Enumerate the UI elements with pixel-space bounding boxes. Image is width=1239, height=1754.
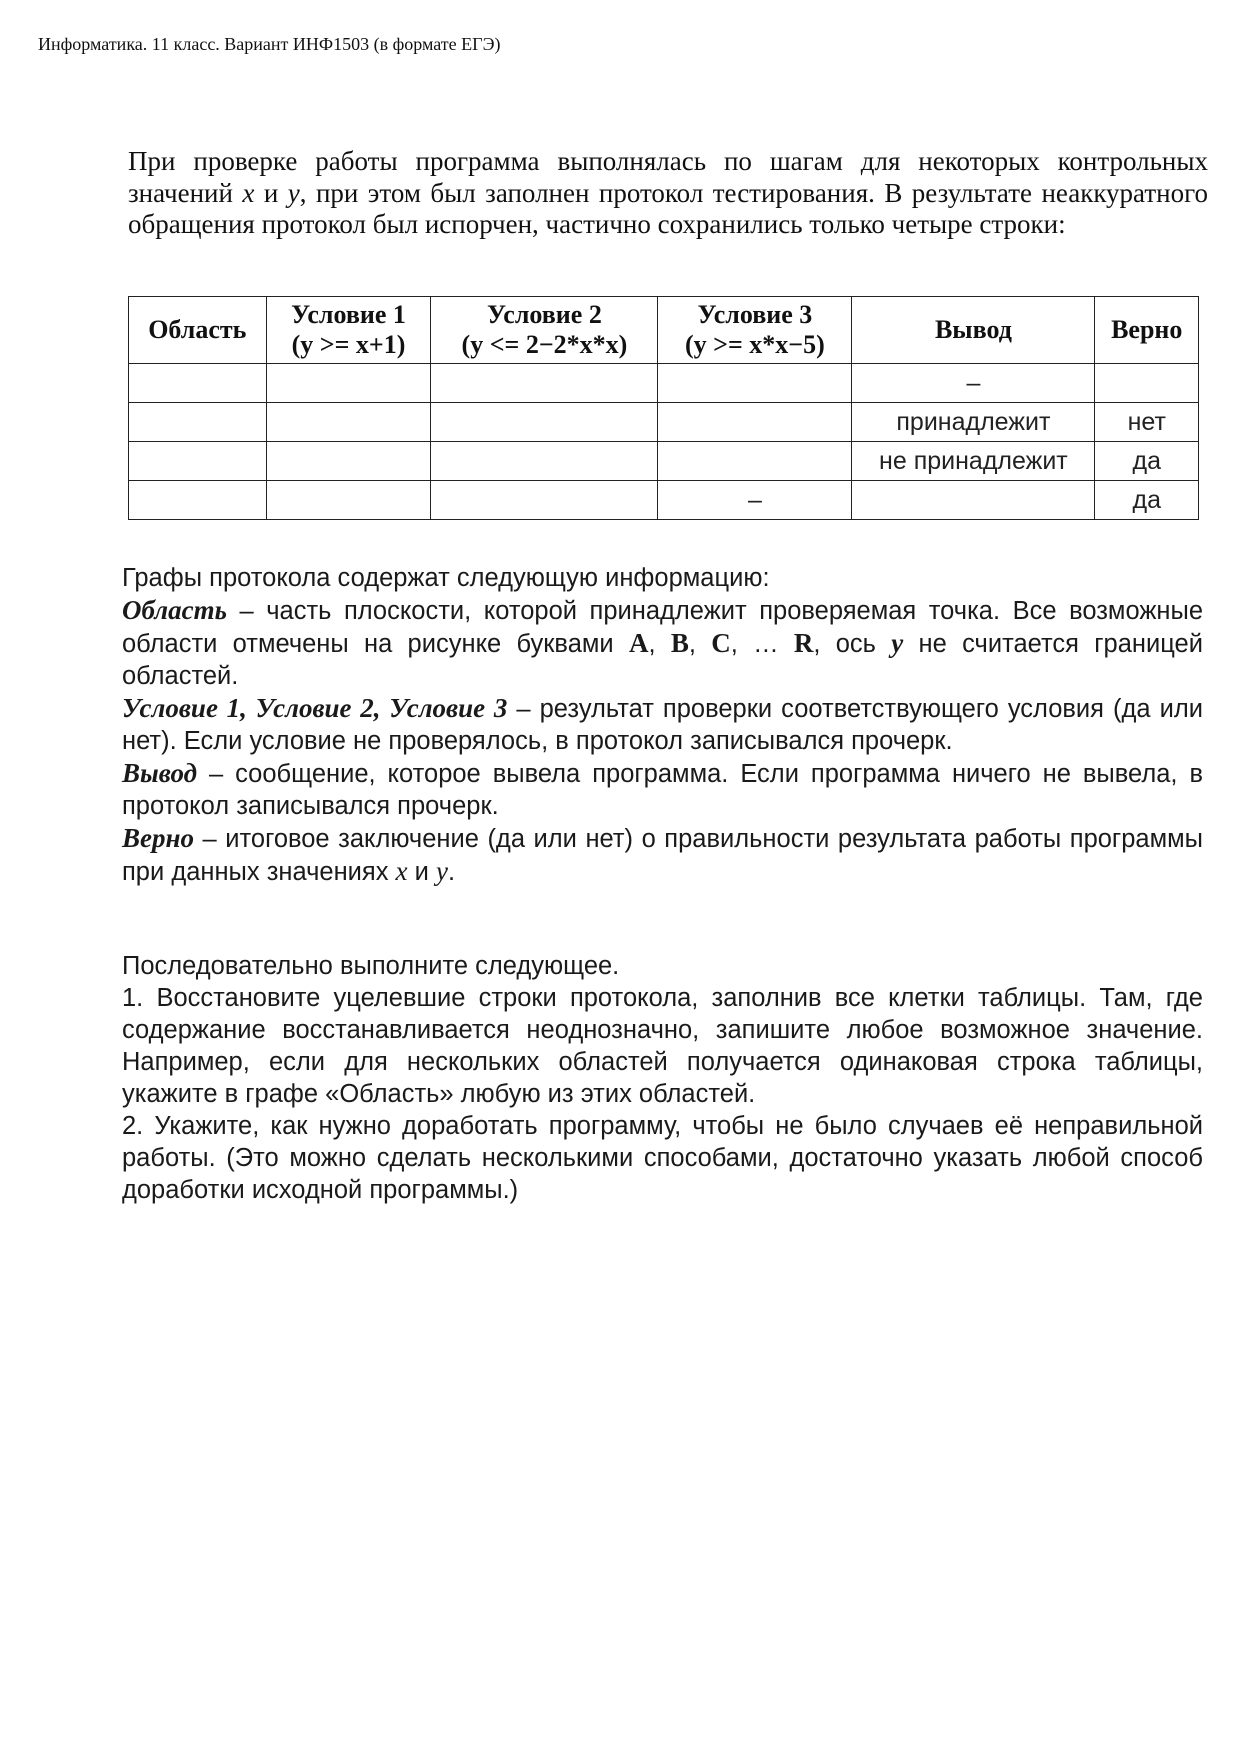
cell-condition-1 [266,403,431,442]
header-condition-2-expr: (y <= 2−2*x*x) [461,330,628,359]
description-output [122,757,1203,822]
area-text-2: , ось [813,630,892,658]
intro-text-1: При проверке работы программа выполнялась по шагам для некоторых контрольных значений [128,146,1208,208]
intro-var-x: x [242,177,255,208]
table-row [129,403,1199,442]
cell-output: не принадлежит [852,442,1095,481]
cell-correct: да [1095,442,1199,481]
cell-condition-3 [658,442,852,481]
intro-var-y: y [287,177,300,208]
cell-output: принадлежит [852,403,1095,442]
correct-var-y: y [435,856,448,886]
page-header: Информатика. 11 класс. Вариант ИНФ1503 (в формате ЕГЭ) [38,34,501,54]
area-text-1: – часть плоскости, которой принадлежит проверяемая точка. Все возможные области отмечены на рисунке буквами [122,597,1203,658]
header-area: Область [129,297,267,364]
tasks-section [122,950,1203,1206]
header-output: Вывод [852,297,1095,364]
cell-area [129,403,267,442]
protocol-table-container [128,296,1199,520]
header-condition-3 [658,297,852,364]
cell-condition-1 [266,442,431,481]
correct-and: и [407,858,436,886]
cell-area [129,364,267,403]
ellipsis: , … [730,630,794,658]
description-conditions [122,692,1203,757]
table-row [129,364,1199,403]
cell-condition-2 [431,442,658,481]
cell-correct [1095,364,1199,403]
cell-correct: да [1095,481,1199,520]
letter-a: A [628,628,649,658]
axis-y: y [891,628,904,658]
letter-b: B [670,628,689,658]
term-correct: Верно [122,823,194,853]
correct-var-x: x [395,856,408,886]
description-correct [122,822,1203,888]
intro-text-2: , при этом был заполнен протокол тестирования. В результате неаккуратного обращения протокол был испорчен, частично сохранились только четыре строки: [128,177,1208,239]
cell-condition-3: – [658,481,852,520]
area-text-3: не считается границей областей. [122,630,1203,690]
cell-condition-3 [658,403,852,442]
conditions-text: – результат проверки соответствующего условия (да или нет). Если условие не проверялось, в протокол записывался прочерк. [122,695,1203,755]
letter-r: R [793,628,814,658]
term-output: Вывод [122,758,197,788]
cell-area [129,442,267,481]
tasks-intro: Последовательно выполните следующее. [122,952,620,980]
table-row [129,442,1199,481]
header-condition-3-expr: (y >= x*x−5) [685,330,825,359]
intro-paragraph [128,146,1208,241]
cell-condition-3 [658,364,852,403]
header-condition-1-expr: (y >= x+1) [291,330,406,359]
comma-1: , [648,630,671,658]
header-condition-2 [431,297,658,364]
cell-output [852,481,1095,520]
header-condition-1 [266,297,431,364]
cell-condition-2 [431,403,658,442]
cell-output: – [852,364,1095,403]
correct-text-1: – итоговое заключение (да или нет) о правильности результата работы программы при данных значениях [122,825,1203,886]
header-condition-3-title: Условие 3 [697,300,813,329]
cell-condition-2 [431,481,658,520]
table-row [129,481,1199,520]
table-header-row [129,297,1199,364]
correct-end: . [447,858,456,886]
comma-2: , [688,630,712,658]
output-text: – сообщение, которое вывела программа. Если программа ничего не вывела, в протокол записывался прочерк. [122,760,1203,820]
term-area: Область [122,595,227,625]
cell-area [129,481,267,520]
protocol-table [128,296,1199,520]
letter-c: C [711,628,731,658]
cell-condition-2 [431,364,658,403]
description-intro: Графы протокола содержат следующую информацию: [122,564,770,592]
columns-description [122,562,1203,888]
description-area [122,594,1203,692]
header-condition-2-title: Условие 2 [487,300,602,329]
cell-condition-1 [266,364,431,403]
header-correct: Верно [1095,297,1199,364]
term-conditions: Условие 1, Условие 2, Условие 3 [122,693,508,723]
cell-condition-1 [266,481,431,520]
task-2: 2. Укажите, как нужно доработать программу, чтобы не было случаев её неправильной работы. (Это можно сделать несколькими способами, достаточно указать любой способ доработки исходной программы.) [122,1112,1203,1204]
cell-correct: нет [1095,403,1199,442]
header-condition-1-title: Условие 1 [291,300,406,329]
intro-and: и [254,177,288,208]
task-1: 1. Восстановите уцелевшие строки протокола, заполнив все клетки таблицы. Там, где содержание восстанавливается неоднозначно, запишите любое возможное значение. Например, если для нескольких областей получается одинаковая строка таблицы, укажите в графе «Область» любую из этих областей. [122,984,1203,1108]
